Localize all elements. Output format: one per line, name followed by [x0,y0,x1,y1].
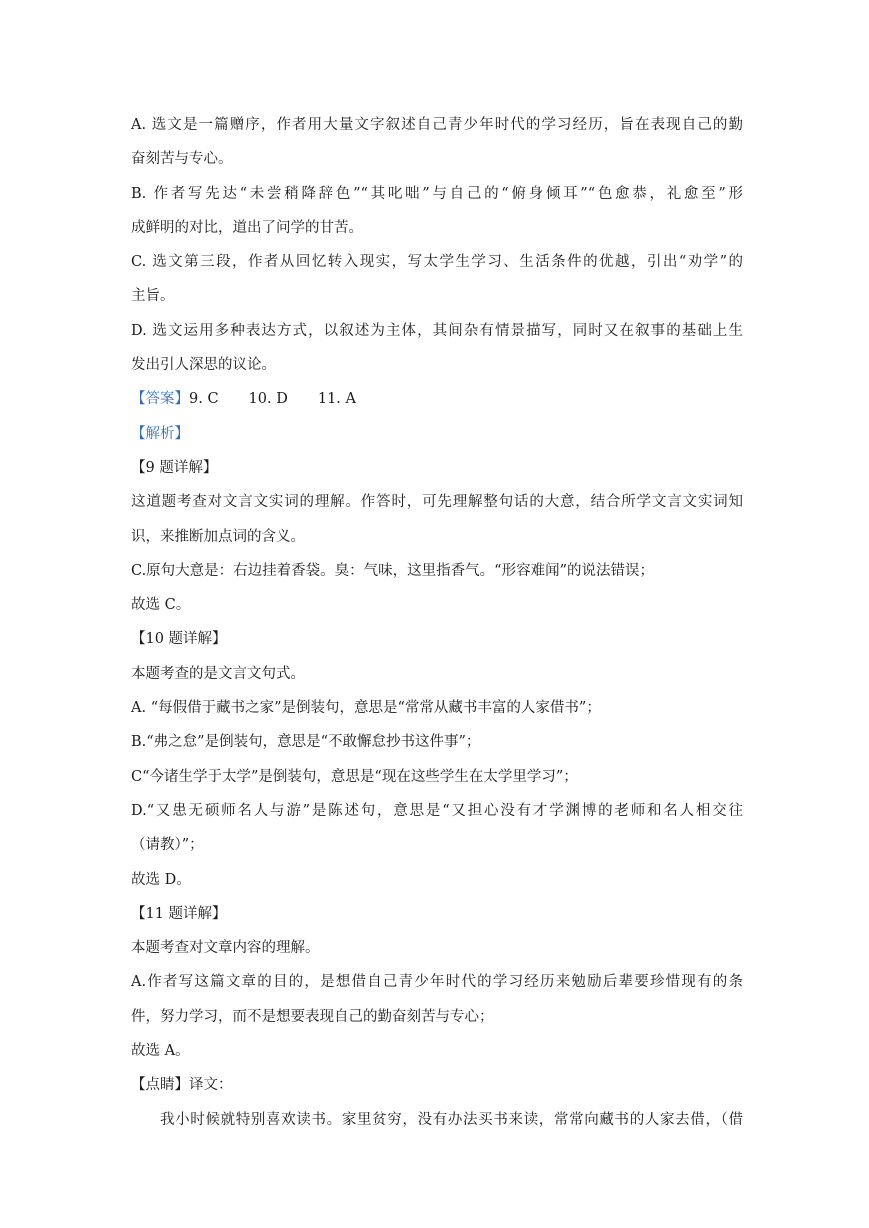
pointer-text: 译文： [189,1077,233,1094]
answer-11: 11. A [317,391,356,408]
q11-line-3: 件，努力学习，而不是想要表现自己的勤奋刻苦与专心； [131,1008,494,1025]
pointer-line [131,1068,743,1102]
q10-line-3: B.“弗之怠”是倒装句，意思是“不敢懈怠抄书这件事”； [131,734,481,751]
answer-line [131,382,743,416]
q10-header: 【10 题详解】 [131,631,227,648]
q10-line-6: （请教）”； [131,837,204,854]
q11-line-2: A.作者写这篇文章的目的，是想借自己青少年时代的学习经历来勉励后辈要珍惜现有的条 [131,974,743,991]
q11-header: 【11 题详解】 [131,905,227,922]
translation-line: 我小时候就特别喜欢读书。家里贫穷，没有办法买书来读，常常向藏书的人家去借，（借 [160,1111,743,1128]
q9-line-3: C.原句大意是：右边挂着香袋。臭：气味，这里指香气。“形容难闻”的说法错误； [131,562,655,579]
q10-line-1: 本题考查的是文言文句式。 [131,665,305,682]
option-c-line-2: 主旨。 [131,288,175,305]
q11-line-4: 故选 A。 [131,1043,190,1060]
q10-line-4: C“今诸生学于太学”是倒装句，意思是“现在这些学生在太学里学习”； [131,768,578,785]
q10-line-2: A. “每假借于藏书之家”是倒装句，意思是“常常从藏书丰富的人家借书”； [131,700,601,717]
q9-header: 【9 题详解】 [131,459,218,476]
document-page [131,108,743,1137]
option-d-line-1: D. 选文运用多种表达方式，以叙述为主体，其间杂有情景描写，同时又在叙事的基础上生 [131,322,743,339]
option-d-line-2: 发出引人深思的议论。 [131,357,276,374]
option-c-line-1: C. 选文第三段，作者从回忆转入现实，写太学生学习、生活条件的优越，引出“劝学”的 [131,254,743,271]
q9-line-2: 识，来推断加点词的含义。 [131,528,305,545]
analysis-label: 【解析】 [131,425,189,442]
answer-9: 9. C [189,391,219,408]
option-b-line-2: 成鲜明的对比，道出了问学的甘苦。 [131,219,363,236]
q9-line-4: 故选 C。 [131,597,191,614]
q10-line-5: D.“又患无硕师名人与游”是陈述句，意思是“又担心没有才学渊博的老师和名人相交往 [131,802,743,819]
answer-10: 10. D [248,391,288,408]
answer-label: 【答案】 [131,391,189,408]
q9-line-1: 这道题考查对文言文实词的理解。作答时，可先理解整句话的大意，结合所学文言文实词知 [131,494,743,511]
option-b-line-1: B. 作者写先达“未尝稍降辞色”“其叱咄”与自己的“俯身倾耳”“色愈恭，礼愈至”形 [131,185,743,202]
pointer-label: 【点睛】 [131,1077,189,1094]
q11-line-1: 本题考查对文章内容的理解。 [131,940,320,957]
option-a-line-1: A. 选文是一篇赠序，作者用大量文字叙述自己青少年时代的学习经历，旨在表现自己的勤 [131,117,743,133]
q10-line-7: 故选 D。 [131,871,191,888]
option-a-line-2: 奋刻苦与专心。 [131,151,233,168]
